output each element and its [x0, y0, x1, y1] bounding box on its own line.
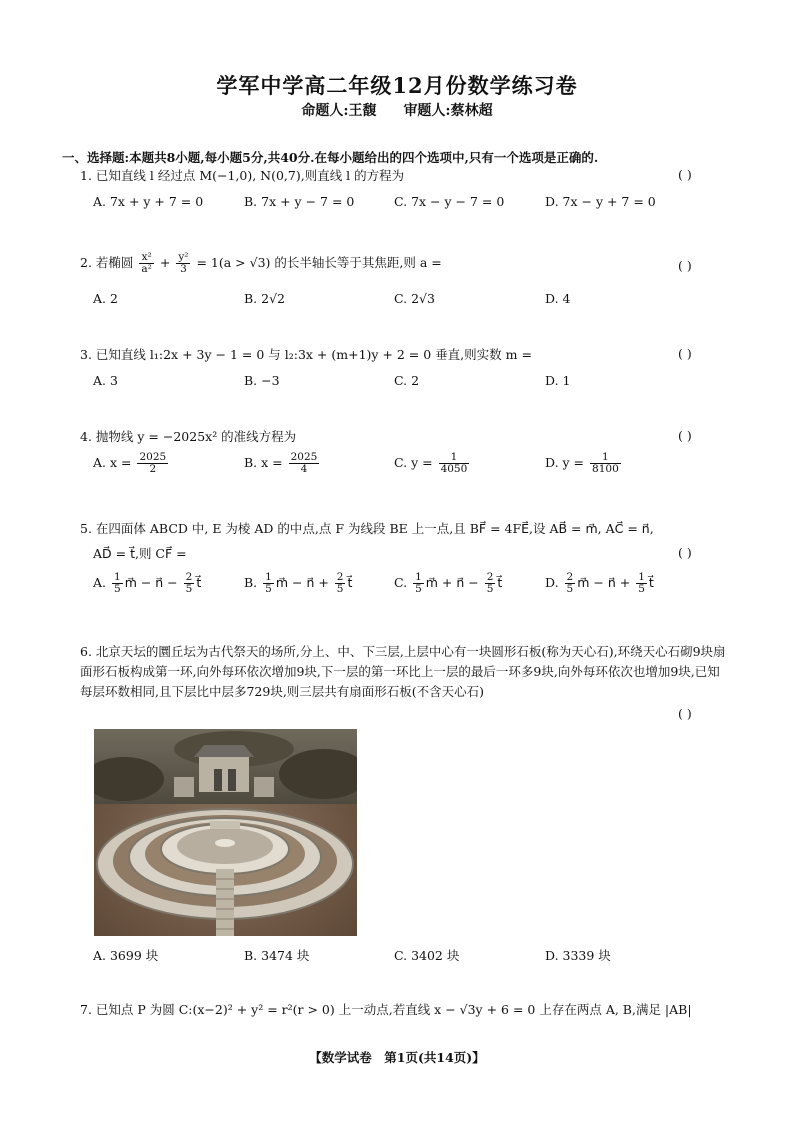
q5-b-end: t⃗ [347, 575, 353, 590]
reviewer-label: 审题人:蔡林超 [403, 103, 493, 119]
q5-option-b [244, 572, 352, 595]
q5-c-c2n: 2 [486, 571, 494, 583]
q7-stem: 7. 已知点 P 为圆 C:(x−2)² + y² = r²(r > 0) 上一动点,若直线 x − √3y + 6 = 0 上存在两点 A, B,满足 |AB| [80, 1002, 692, 1017]
q2-fraction-y [176, 252, 190, 275]
q5-d-c1d: 5 [566, 583, 574, 595]
q5-answer-paren: ( ) [678, 545, 692, 560]
q5-option-d [545, 572, 654, 595]
q1-stem: 1. 已知直线 l 经过点 M(−1,0), N(0,7),则直线 l 的方程为 [80, 168, 405, 183]
q3-option-b: B. −3 [244, 373, 280, 388]
q6-answer-paren: ( ) [678, 706, 692, 721]
q1-answer-paren: ( ) [678, 167, 692, 182]
q5-c-c1d: 5 [415, 583, 422, 595]
q5-b-mid: m⃗ − n⃗ + [275, 575, 329, 590]
q6-option-b: B. 3474 块 [244, 948, 310, 963]
page-footer: 【数学试卷 第1页(共14页)】 [309, 1050, 485, 1065]
q2-option-b: B. 2√2 [244, 291, 286, 306]
q5-d-frac2 [636, 572, 647, 595]
q5-d-c1n: 2 [566, 571, 574, 583]
q4-d-num: 1 [590, 452, 621, 464]
q4-stem: 4. 抛物线 y = −2025x² 的准线方程为 [80, 429, 297, 444]
q4-d-pre: D. y = [545, 455, 585, 470]
q5-a-c2n: 2 [185, 571, 193, 583]
q5-option-c [394, 572, 502, 595]
q4-b-pre: B. x = [244, 455, 283, 470]
q4-a-fraction [137, 452, 168, 475]
q1-option-a: A. 7x + y + 7 = 0 [93, 194, 204, 209]
q1-option-c: C. 7x − y − 7 = 0 [394, 194, 505, 209]
q4-option-b [244, 452, 321, 475]
q6-option-d: D. 3339 块 [545, 948, 611, 963]
q2-option-c: C. 2√3 [394, 291, 435, 306]
q2-option-d: D. 4 [545, 291, 571, 306]
q5-b-label: B. [244, 575, 258, 590]
q1-option-b: B. 7x + y − 7 = 0 [244, 194, 355, 209]
q5-c-frac2 [485, 572, 496, 595]
q3-option-a: A. 3 [93, 373, 118, 388]
q4-c-pre: C. y = [394, 455, 433, 470]
exam-title: 学军中学高二年级12月份数学练习卷 [216, 73, 578, 98]
q4-answer-paren: ( ) [678, 428, 692, 443]
q5-c-mid: m⃗ + n⃗ − [425, 575, 479, 590]
temple-of-heaven-photo [94, 729, 357, 936]
q5-d-c2d: 5 [638, 583, 645, 595]
q5-b-c2n: 2 [336, 571, 344, 583]
q2-fraction-x [139, 252, 153, 275]
q5-c-label: C. [394, 575, 408, 590]
q4-b-fraction [289, 452, 320, 475]
q5-stem-line2: AD⃗ = t⃗,则 CF⃗ = [93, 546, 187, 561]
q4-d-fraction [590, 452, 621, 475]
q4-option-a [93, 452, 170, 475]
q5-d-label: D. [545, 575, 559, 590]
q2-f1-den: a² [141, 263, 152, 275]
q5-a-end: t⃗ [196, 575, 202, 590]
q5-c-c2d: 5 [486, 583, 494, 595]
q4-option-d [545, 452, 623, 475]
q5-d-c2n: 1 [638, 571, 645, 583]
q5-option-a [93, 572, 201, 595]
q5-stem-line1: 5. 在四面体 ABCD 中, E 为棱 AD 的中点,点 F 为线段 BE 上一点,且 BF⃗ = 4FE⃗,设 AB⃗ = m⃗, AC⃗ = n⃗, [80, 521, 654, 536]
q5-a-c1n: 1 [114, 571, 121, 583]
q5-a-frac2 [184, 572, 195, 595]
q2-f2-num: y² [178, 251, 189, 263]
q3-stem: 3. 已知直线 l₁:2x + 3y − 1 = 0 与 l₂:3x + (m+1)y + 2 = 0 垂直,则实数 m = [80, 347, 532, 362]
q5-b-c1d: 5 [265, 583, 272, 595]
q5-d-frac1 [565, 572, 576, 595]
q5-b-c2d: 5 [336, 583, 344, 595]
q5-b-c1n: 1 [265, 571, 272, 583]
author-label: 命题人:王馥 [301, 103, 377, 119]
q5-c-end: t⃗ [497, 575, 503, 590]
q6-option-a: A. 3699 块 [93, 948, 159, 963]
q5-b-frac1 [263, 572, 274, 595]
q1-option-d: D. 7x − y + 7 = 0 [545, 194, 656, 209]
q2-f1-num: x² [139, 252, 153, 264]
q2-prefix: 2. 若椭圆 [80, 255, 134, 270]
q5-a-mid: m⃗ − n⃗ − [124, 575, 178, 590]
q4-option-c [394, 452, 471, 475]
q4-c-den: 4050 [440, 463, 468, 475]
q4-a-pre: A. x = [93, 455, 132, 470]
q5-a-c2d: 5 [185, 583, 193, 595]
q5-c-frac1 [413, 572, 424, 595]
q5-a-frac1 [112, 572, 123, 595]
q4-d-den: 8100 [592, 463, 619, 475]
q5-a-c1d: 5 [114, 583, 121, 595]
q2-option-a: A. 2 [93, 291, 118, 306]
q2-stem [80, 252, 442, 275]
q2-plus: + [159, 255, 171, 270]
section-heading: 一、选择题:本题共8小题,每小题5分,共40分.在每小题给出的四个选项中,只有一个选项是正确的. [62, 150, 599, 165]
q4-b-num: 2025 [290, 451, 318, 463]
q4-a-num: 2025 [139, 451, 167, 463]
q3-option-d: D. 1 [545, 373, 571, 388]
exam-authors [0, 100, 794, 120]
q5-d-mid: m⃗ − n⃗ + [577, 575, 631, 590]
q4-b-den: 4 [300, 463, 308, 475]
q2-suffix: = 1(a > √3) 的长半轴长等于其焦距,则 a = [196, 255, 442, 270]
q4-a-den: 2 [149, 463, 157, 475]
q2-f2-den: 3 [180, 263, 187, 275]
q2-answer-paren: ( ) [678, 258, 692, 273]
q5-c-c1n: 1 [415, 571, 422, 583]
q4-c-num: 1 [439, 452, 470, 464]
q5-a-label: A. [93, 575, 107, 590]
q4-c-fraction [439, 452, 470, 475]
q3-option-c: C. 2 [394, 373, 420, 388]
q6-option-c: C. 3402 块 [394, 948, 460, 963]
q6-stem: 6. 北京天坛的圜丘坛为古代祭天的场所,分上、中、下三层,上层中心有一块圆形石板(称为天心石),环绕天心石砌9块扇面形石板构成第一环,向外每环依次增加9块,下一层的第一环比上一层的最后一环多9块,向外每环依次也增加9块,已知每层环数相同,且下层比中层多729块,则三层共有扇面形石板(不含天心石) [80, 644, 726, 699]
q5-d-end: t⃗ [648, 575, 654, 590]
q3-answer-paren: ( ) [678, 346, 692, 361]
q5-b-frac2 [335, 572, 346, 595]
